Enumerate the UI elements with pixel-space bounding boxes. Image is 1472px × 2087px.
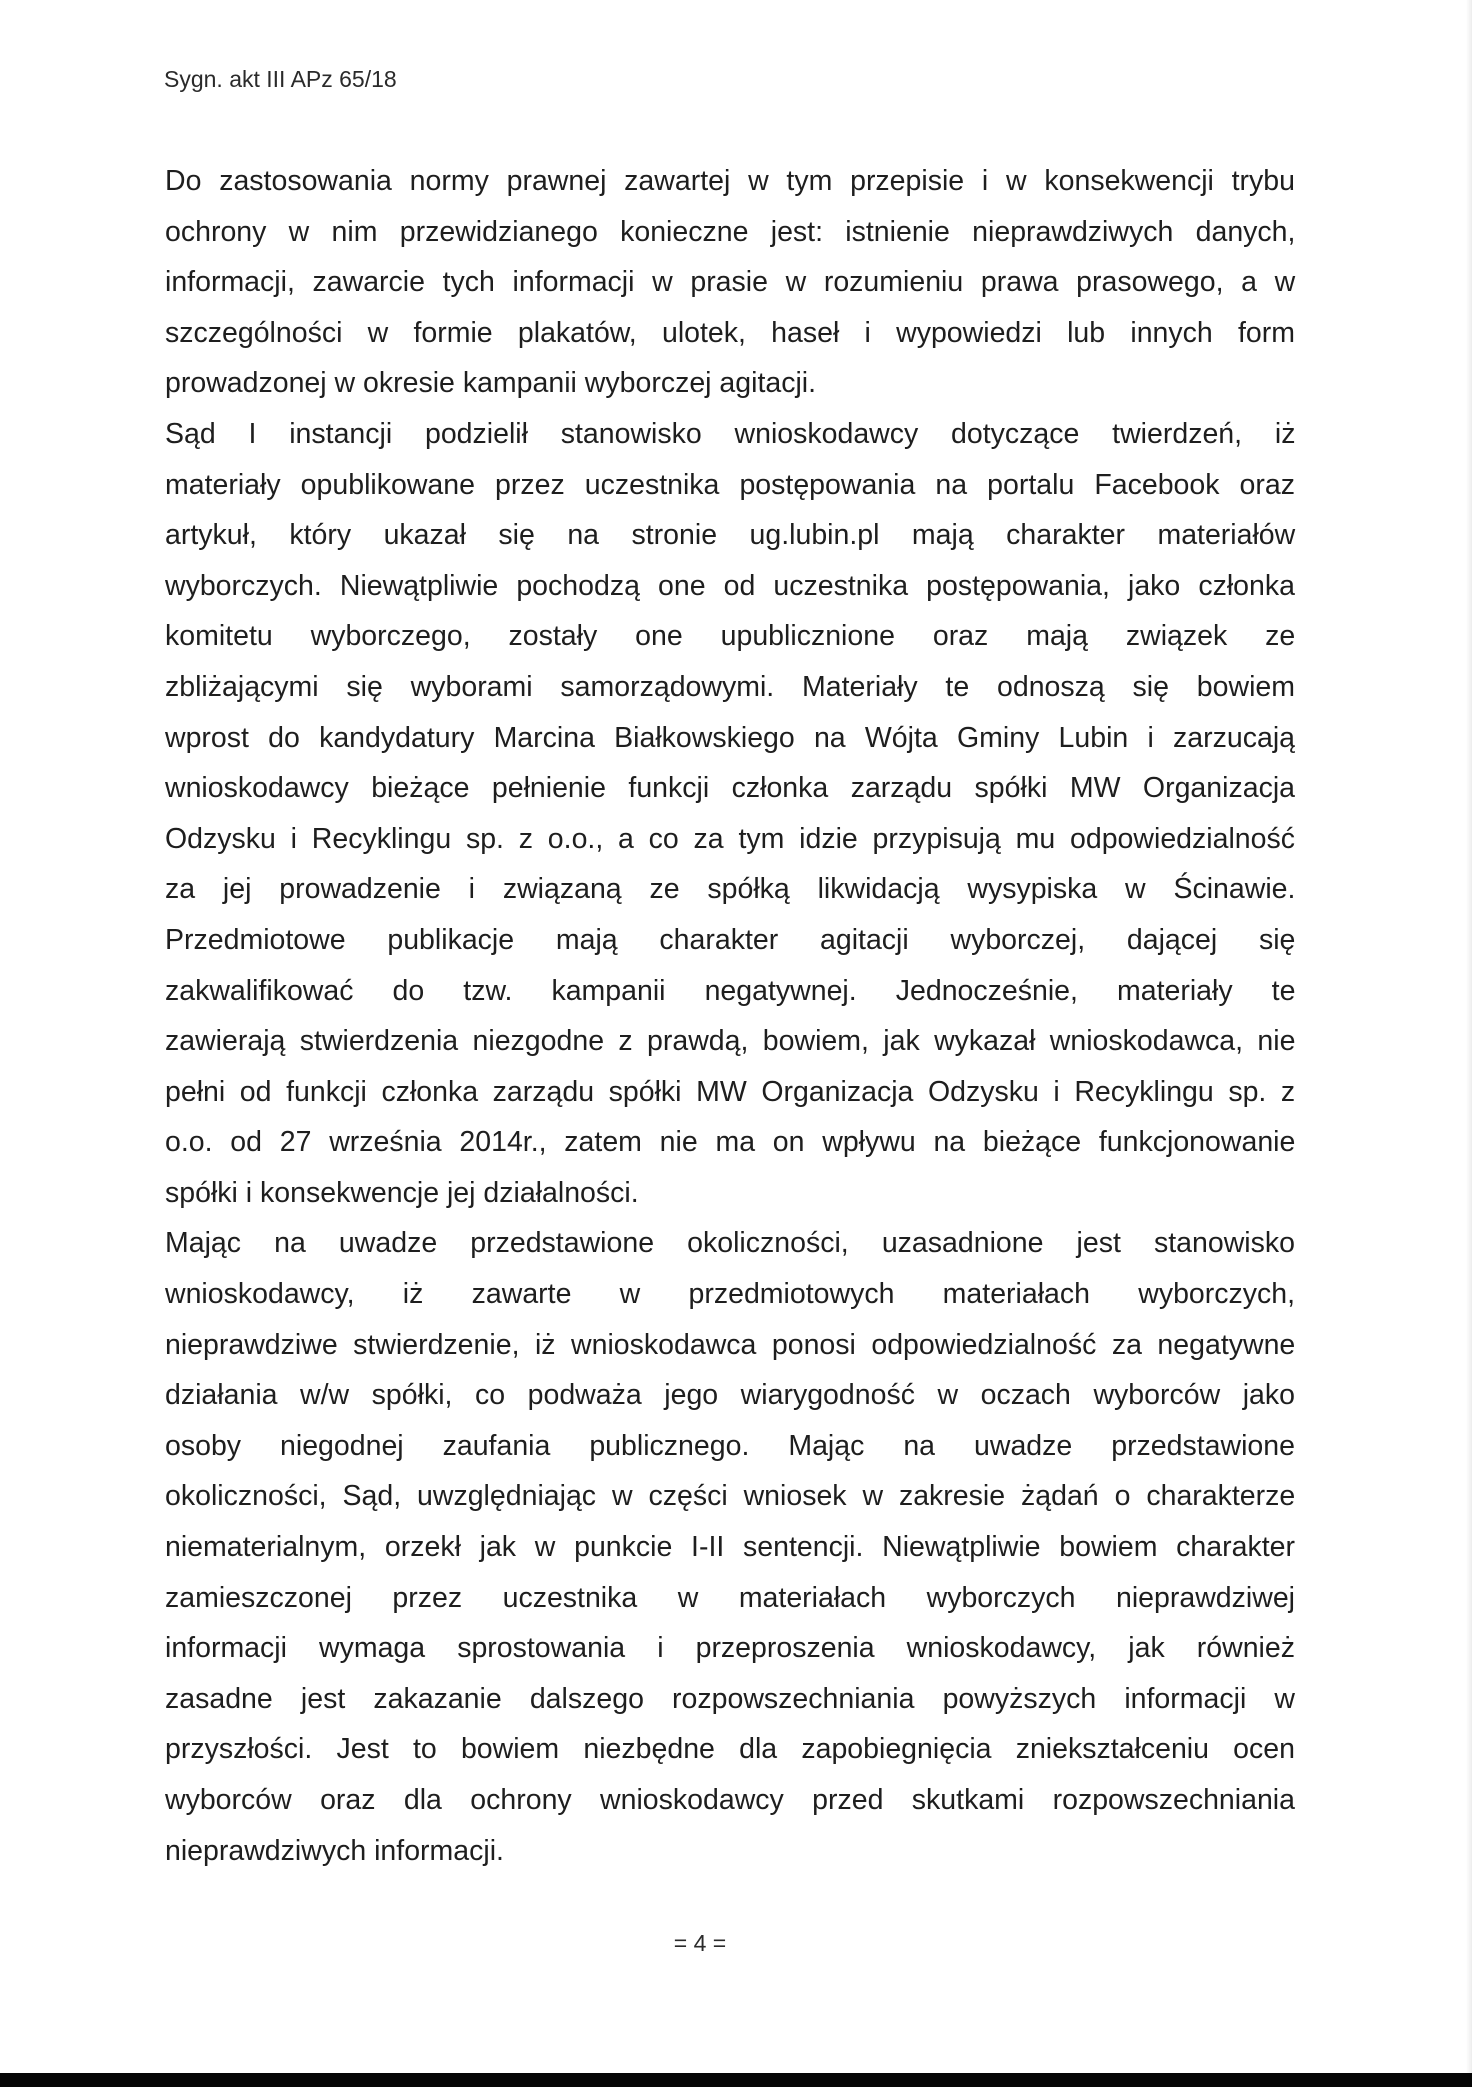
text-line: wprost do kandydatury Marcina Białkowskiego na Wójta Gminy Lubin i zarzucają — [165, 721, 1295, 754]
paragraph-conclusion — [165, 1218, 1295, 1876]
document-body — [165, 156, 1295, 1876]
text-line: komitetu wyborczego, zostały one upublicznione oraz mają związek ze — [165, 620, 1296, 653]
text-line: wnioskodawcy, iż zawarte w przedmiotowych materiałach wyborczych, — [165, 1278, 1296, 1311]
text-line: zasadne jest zakazanie dalszego rozpowszechniania powyższych informacji w — [165, 1682, 1295, 1715]
text-line: prowadzonej w okresie kampanii wyborczej agitacji. — [165, 367, 817, 400]
page-number: = 4 = — [673, 1930, 727, 1956]
text-line: szczególności w formie plakatów, ulotek, haseł i wypowiedzi lub innych form — [165, 316, 1295, 349]
text-line: pełni od funkcji członka zarządu spółki MW Organizacja Odzysku i Recyklingu sp. z — [165, 1075, 1296, 1108]
text-line: działania w/w spółki, co podważa jego wiarygodność w oczach wyborców jako — [165, 1379, 1295, 1412]
text-line: artykuł, który ukazał się na stronie ug.lubin.pl mają charakter materiałów — [165, 519, 1296, 552]
paragraph-legal-norm — [165, 156, 1295, 409]
text-line: zawierają stwierdzenia niezgodne z prawdą, bowiem, jak wykazał wnioskodawca, nie — [165, 1025, 1296, 1058]
text-line: ochrony w nim przewidzianego konieczne jest: istnienie nieprawdziwych danych, — [165, 215, 1296, 248]
text-line: za jej prowadzenie i związaną ze spółką likwidacją wysypiska w Ścinawie. — [165, 873, 1296, 906]
text-line: o.o. od 27 września 2014r., zatem nie ma on wpływu na bieżące funkcjonowanie — [165, 1126, 1296, 1159]
text-line: zbliżającymi się wyborami samorządowymi. Materiały te odnoszą się bowiem — [165, 670, 1295, 703]
text-line: Przedmiotowe publikacje mają charakter agitacji wyborczej, dającej się — [165, 923, 1296, 956]
text-line: zamieszczonej przez uczestnika w materiałach wyborczych nieprawdziwej — [165, 1581, 1295, 1614]
text-line: zakwalifikować do tzw. kampanii negatywnej. Jednocześnie, materiały te — [165, 974, 1296, 1007]
text-line: Odzysku i Recyklingu sp. z o.o., a co za tym idzie przypisują mu odpowiedzialność — [165, 822, 1295, 855]
text-line: materiały opublikowane przez uczestnika postępowania na portalu Facebook oraz — [165, 468, 1295, 501]
text-line: wyborców oraz dla ochrony wnioskodawcy przed skutkami rozpowszechniania — [165, 1784, 1295, 1816]
text-line: nieprawdziwe stwierdzenie, iż wnioskodawca ponosi odpowiedzialność za negatywne — [165, 1328, 1296, 1361]
text-line: nieprawdziwych informacji. — [165, 1834, 504, 1867]
text-line: przyszłości. Jest to bowiem niezbędne dla zapobiegnięcia zniekształceniu ocen — [165, 1733, 1295, 1766]
page-number-container — [0, 1930, 1472, 1957]
scan-edge-shadow — [1466, 0, 1472, 2073]
text-line: informacji, zawarcie tych informacji w prasie w rozumieniu prawa prasowego, a w — [165, 266, 1296, 299]
text-line: spółki i konsekwencje jej działalności. — [165, 1176, 639, 1209]
text-line: Mając na uwadze przedstawione okoliczności, uzasadnione jest stanowisko — [165, 1227, 1295, 1260]
text-line: informacji wymaga sprostowania i przeproszenia wnioskodawcy, jak również — [165, 1632, 1295, 1665]
text-line: Sąd I instancji podzielił stanowisko wnioskodawcy dotyczące twierdzeń, iż — [165, 417, 1296, 450]
text-line: wyborczych. Niewątpliwie pochodzą one od uczestnika postępowania, jako członka — [165, 569, 1295, 602]
paragraph-court-position — [165, 409, 1295, 1219]
text-line: wnioskodawcy bieżące pełnienie funkcji członka zarządu spółki MW Organizacja — [165, 772, 1295, 805]
text-line: osoby niegodnej zaufania publicznego. Mając na uwadze przedstawione — [165, 1429, 1295, 1462]
text-line: Do zastosowania normy prawnej zawartej w tym przepisie i w konsekwencji trybu — [165, 165, 1295, 197]
case-number-header: Sygn. akt III APz 65/18 — [164, 66, 397, 92]
text-line: niematerialnym, orzekł jak w punkcie I-II sentencji. Niewątpliwie bowiem charakter — [165, 1531, 1295, 1564]
text-line: okoliczności, Sąd, uwzględniając w części wniosek w zakresie żądań o charakterze — [165, 1480, 1296, 1513]
scan-bottom-border — [0, 2073, 1472, 2087]
